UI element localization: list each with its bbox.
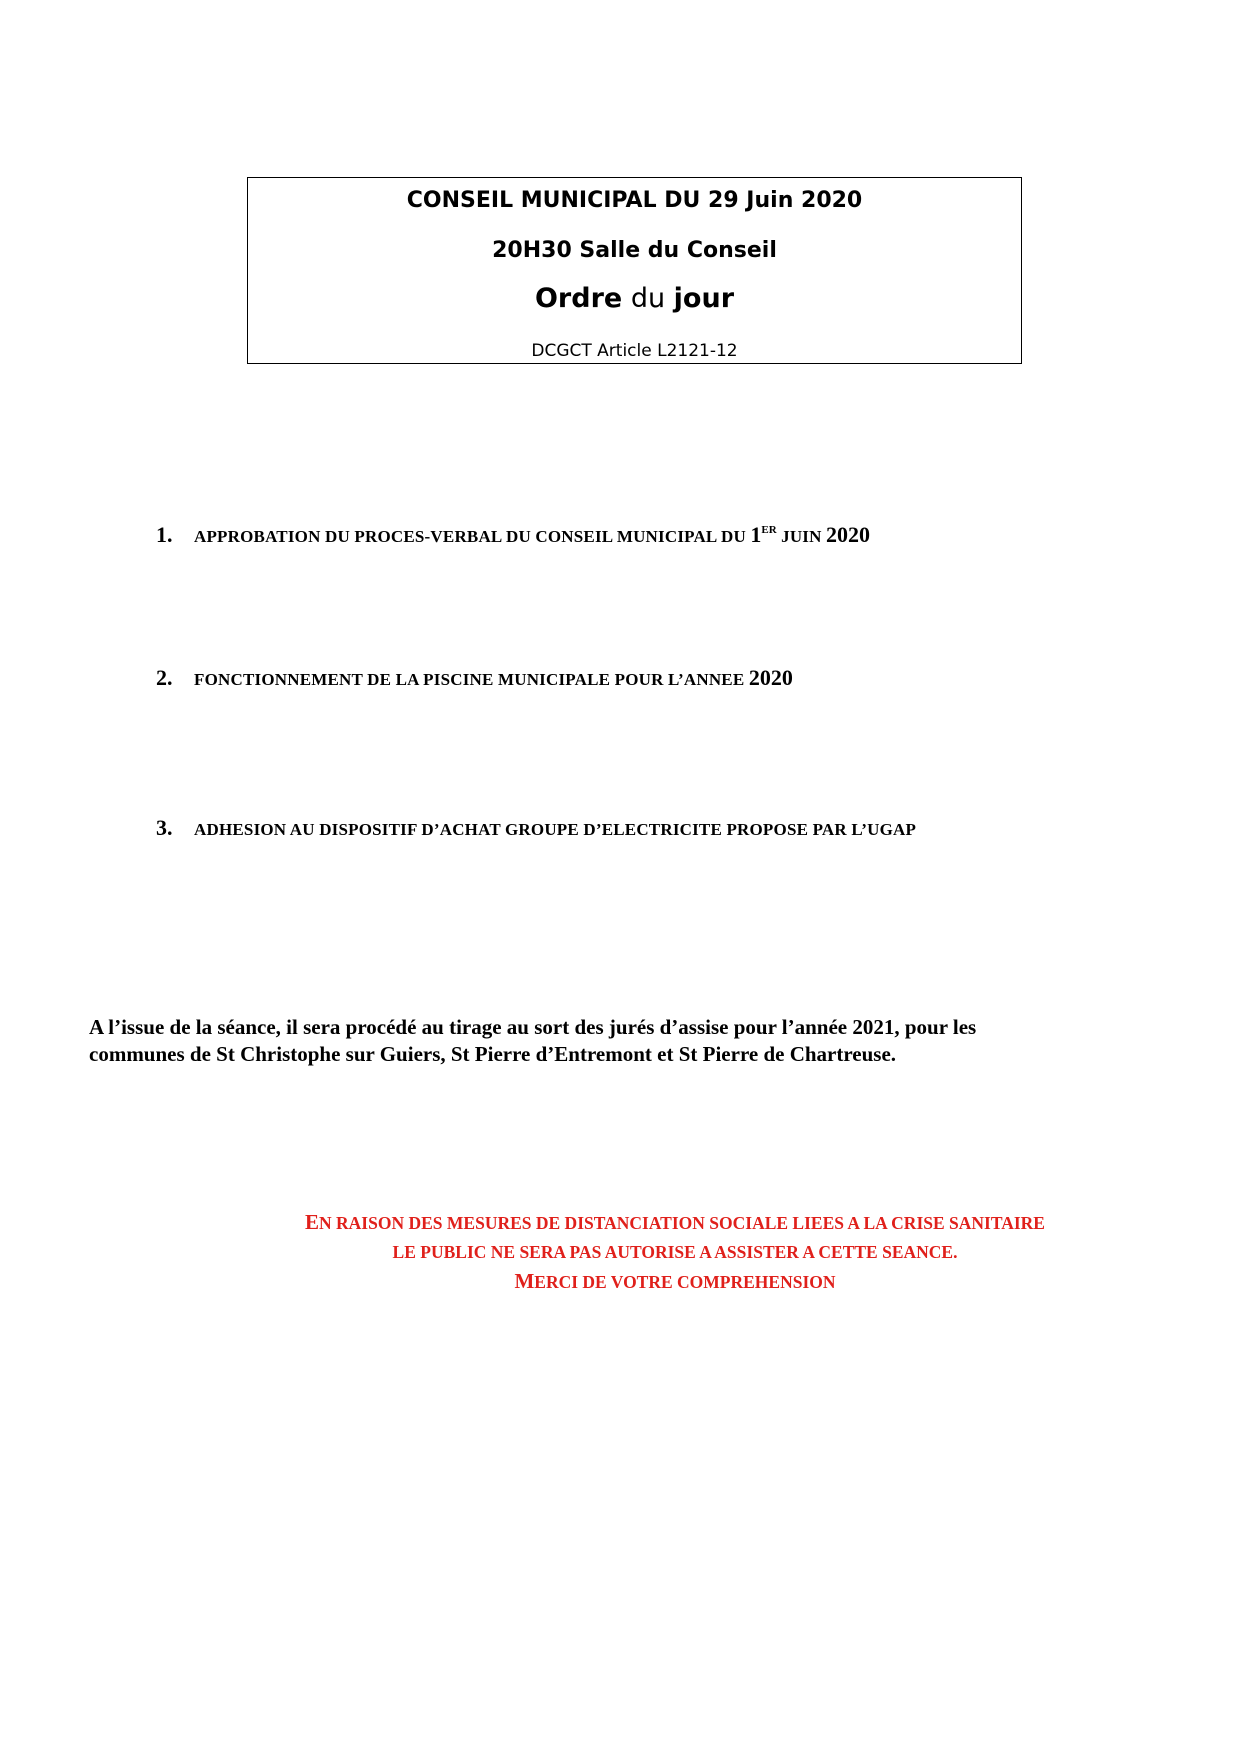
agenda-heading-word-3: jour — [673, 283, 735, 314]
agenda-heading-word-2: du — [630, 283, 666, 314]
agenda-item — [156, 522, 870, 548]
agenda-item-number: 3. — [156, 815, 173, 840]
agenda-item-month: JUIN — [776, 527, 827, 546]
agenda-heading-word-1: Ordre — [534, 283, 623, 314]
agenda-item — [156, 815, 916, 841]
legal-reference: DCGCT Article L2121-12 — [531, 341, 738, 361]
agenda-item-number: 2. — [156, 665, 173, 690]
time-place: 20H30 Salle du Conseil — [492, 238, 777, 263]
agenda-item-text: FONCTIONNEMENT DE LA PISCINE MUNICIPALE POUR L’ANNEE — [194, 670, 749, 689]
agenda-heading — [248, 283, 1021, 314]
public-access-warning — [200, 1208, 1150, 1297]
agenda-item-text: ADHESION AU DISPOSITIF D’ACHAT GROUPE D’ELECTRICITE PROPOSE PAR L’UGAP — [194, 820, 917, 839]
jury-draw-note — [89, 1014, 1139, 1068]
warning-line-3-rest: ERCI DE VOTRE COMPREHENSION — [534, 1272, 836, 1292]
agenda-item-number: 1. — [156, 522, 173, 547]
agenda-item — [156, 665, 793, 691]
note-line-2: communes de St Christophe sur Guiers, St Pierre d’Entremont et St Pierre de Chartreuse. — [89, 1042, 897, 1066]
warning-line-1 — [200, 1208, 1150, 1238]
agenda-item-year: 2020 — [748, 665, 793, 690]
warning-line-2: LE PUBLIC NE SERA PAS AUTORISE A ASSISTER A CETTE SEANCE. — [392, 1242, 958, 1262]
agenda-item-year: 2020 — [826, 522, 871, 547]
warning-line-1-rest: N RAISON DES MESURES DE DISTANCIATION SOCIALE LIEES A LA CRISE SANITAIRE — [319, 1213, 1045, 1233]
council-title: CONSEIL MUNICIPAL DU 29 Juin 2020 — [406, 188, 863, 213]
header-box — [247, 177, 1022, 364]
warning-line-3-cap: M — [514, 1269, 535, 1293]
agenda-item-day-suffix: ER — [761, 524, 777, 536]
note-line-1: A l’issue de la séance, il sera procédé au tirage au sort des jurés d’assise pour l’année 2021, pour les — [89, 1015, 977, 1039]
agenda-item-day: 1 — [750, 522, 762, 547]
agenda-item-text: APPROBATION DU PROCES-VERBAL DU CONSEIL MUNICIPAL DU — [194, 527, 751, 546]
warning-line-3 — [200, 1267, 1150, 1297]
warning-line-1-cap: E — [305, 1210, 320, 1234]
